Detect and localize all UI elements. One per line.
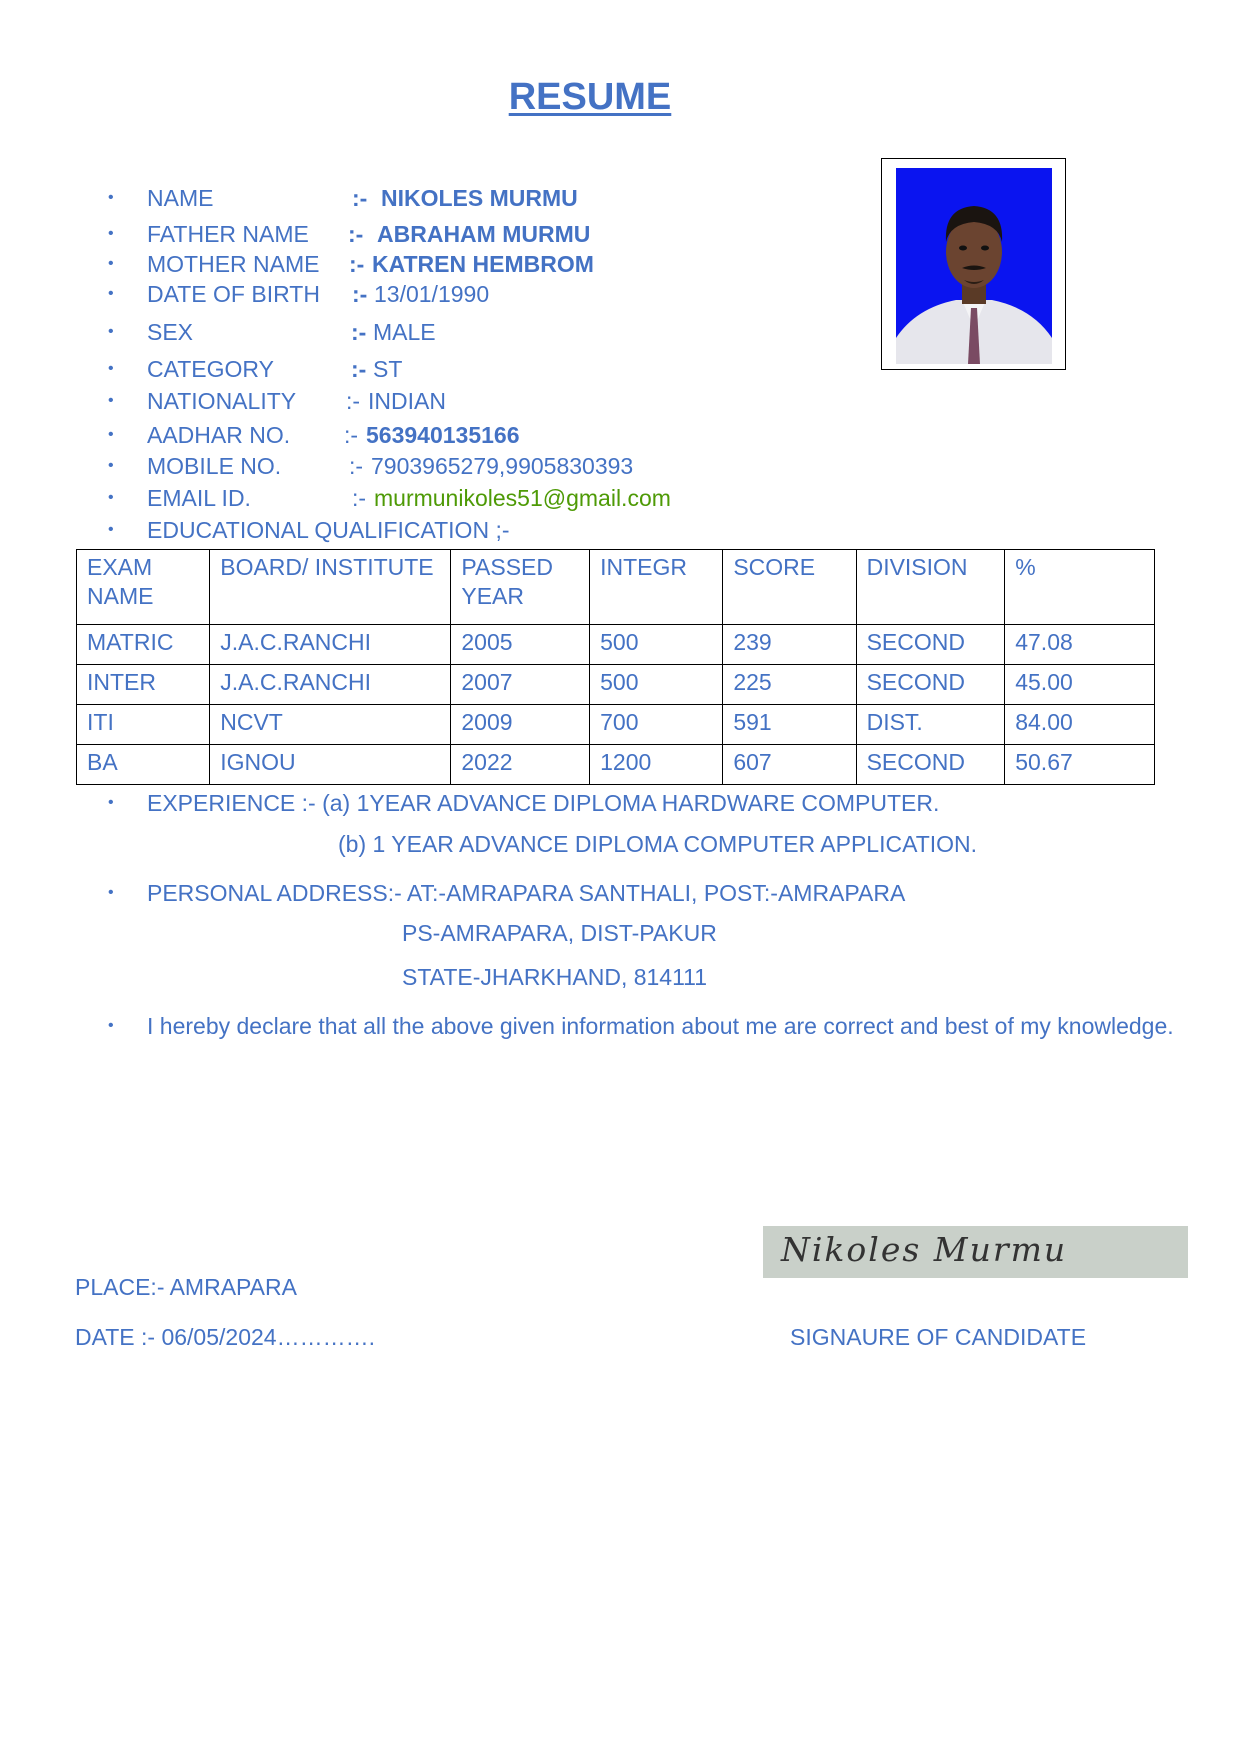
column-header: PASSED YEAR bbox=[451, 550, 590, 625]
bullet-dot-icon: • bbox=[108, 457, 114, 474]
candidate-photo-image bbox=[896, 168, 1052, 364]
page-title: RESUME bbox=[508, 76, 672, 118]
table-cell: BA bbox=[77, 745, 210, 785]
table-cell: 1200 bbox=[590, 745, 723, 785]
table-cell: NCVT bbox=[210, 705, 451, 745]
mobile-value: 7903965279,9905830393 bbox=[371, 453, 634, 479]
bullet-dot-icon: • bbox=[108, 360, 114, 377]
table-cell: IGNOU bbox=[210, 745, 451, 785]
signature-caption: SIGNAURE OF CANDIDATE bbox=[790, 1324, 1087, 1350]
aadhar-separator: :- bbox=[344, 422, 359, 448]
dob-value: 13/01/1990 bbox=[374, 281, 490, 307]
email-value[interactable]: murmunikoles51@gmail.com bbox=[374, 485, 671, 511]
bullet-dot-icon: • bbox=[108, 225, 114, 242]
table-cell: 500 bbox=[590, 625, 723, 665]
bullet-dot-icon: • bbox=[108, 884, 114, 901]
dob-separator: :- bbox=[352, 281, 368, 307]
bullet-dot-icon: • bbox=[108, 426, 114, 443]
table-cell: 2005 bbox=[451, 625, 590, 665]
table-cell: 84.00 bbox=[1005, 705, 1155, 745]
table-cell: 50.67 bbox=[1005, 745, 1155, 785]
address-line-3: STATE-JHARKHAND, 814111 bbox=[402, 964, 708, 990]
mobile-separator: :- bbox=[349, 453, 364, 479]
mother-name-value: KATREN HEMBROM bbox=[372, 251, 594, 277]
table-cell: 2007 bbox=[451, 665, 590, 705]
bullet-dot-icon: • bbox=[108, 794, 114, 811]
table-row bbox=[77, 705, 1155, 745]
father-name-separator: :- bbox=[348, 221, 364, 247]
mother-name-separator: :- bbox=[349, 251, 365, 277]
aadhar-label: AADHAR NO. bbox=[147, 422, 291, 448]
sex-value: MALE bbox=[373, 319, 436, 345]
address-line-1: PERSONAL ADDRESS:- AT:-AMRAPARA SANTHALI, POST:-AMRAPARA bbox=[147, 880, 906, 906]
bullet-dot-icon: • bbox=[108, 285, 114, 302]
sex-separator: :- bbox=[351, 319, 367, 345]
table-row bbox=[77, 745, 1155, 785]
table-cell: ITI bbox=[77, 705, 210, 745]
bullet-dot-icon: • bbox=[108, 323, 114, 340]
aadhar-value: 563940135166 bbox=[366, 422, 520, 448]
bullet-dot-icon: • bbox=[108, 489, 114, 506]
nationality-separator: :- bbox=[346, 388, 361, 414]
table-cell: INTER bbox=[77, 665, 210, 705]
experience-line-a: EXPERIENCE :- (a) 1YEAR ADVANCE DIPLOMA HARDWARE COMPUTER. bbox=[147, 790, 940, 816]
name-value: NIKOLES MURMU bbox=[381, 185, 578, 211]
table-cell: SECOND bbox=[856, 625, 1005, 665]
table-cell: 45.00 bbox=[1005, 665, 1155, 705]
table-cell: 2022 bbox=[451, 745, 590, 785]
place-text: PLACE:- AMRAPARA bbox=[75, 1274, 297, 1300]
column-header: EXAM NAME bbox=[77, 550, 210, 625]
table-row bbox=[77, 625, 1155, 665]
table-cell: DIST. bbox=[856, 705, 1005, 745]
table-row bbox=[77, 665, 1155, 705]
table-cell: 607 bbox=[723, 745, 856, 785]
bullet-dot-icon: • bbox=[108, 392, 114, 409]
table-cell: 2009 bbox=[451, 705, 590, 745]
table-cell: 225 bbox=[723, 665, 856, 705]
experience-line-b: (b) 1 YEAR ADVANCE DIPLOMA COMPUTER APPLICATION. bbox=[338, 831, 978, 857]
sex-label: SEX bbox=[147, 319, 194, 345]
category-label: CATEGORY bbox=[147, 356, 274, 382]
education-table bbox=[76, 549, 1155, 785]
dob-label: DATE OF BIRTH bbox=[147, 281, 320, 307]
table-cell: J.A.C.RANCHI bbox=[210, 625, 451, 665]
category-value: ST bbox=[373, 356, 403, 382]
name-label: NAME bbox=[147, 185, 214, 211]
table-cell: 47.08 bbox=[1005, 625, 1155, 665]
date-text: DATE :- 06/05/2024…………. bbox=[75, 1324, 375, 1350]
bullet-dot-icon: • bbox=[108, 189, 114, 206]
table-cell: MATRIC bbox=[77, 625, 210, 665]
mother-name-label: MOTHER NAME bbox=[147, 251, 320, 277]
signature-image bbox=[763, 1226, 1188, 1278]
column-header: INTEGR bbox=[590, 550, 723, 625]
signature-script: Nikoles Murmu bbox=[781, 1230, 1068, 1269]
mobile-label: MOBILE NO. bbox=[147, 453, 282, 479]
column-header: SCORE bbox=[723, 550, 856, 625]
table-cell: 239 bbox=[723, 625, 856, 665]
name-separator: :- bbox=[352, 185, 368, 211]
table-cell: 591 bbox=[723, 705, 856, 745]
table-cell: 500 bbox=[590, 665, 723, 705]
father-name-value: ABRAHAM MURMU bbox=[377, 221, 591, 247]
address-line-2: PS-AMRAPARA, DIST-PAKUR bbox=[402, 920, 717, 946]
column-header: BOARD/ INSTITUTE bbox=[210, 550, 451, 625]
bullet-dot-icon: • bbox=[108, 255, 114, 272]
nationality-label: NATIONALITY bbox=[147, 388, 297, 414]
email-separator: :- bbox=[352, 485, 367, 511]
email-label: EMAIL ID. bbox=[147, 485, 251, 511]
table-cell: J.A.C.RANCHI bbox=[210, 665, 451, 705]
column-header: DIVISION bbox=[856, 550, 1005, 625]
candidate-photo bbox=[881, 158, 1066, 370]
education-heading: EDUCATIONAL QUALIFICATION ;- bbox=[147, 517, 510, 543]
column-header: % bbox=[1005, 550, 1155, 625]
father-name-label: FATHER NAME bbox=[147, 221, 309, 247]
nationality-value: INDIAN bbox=[368, 388, 446, 414]
category-separator: :- bbox=[351, 356, 367, 382]
table-cell: SECOND bbox=[856, 745, 1005, 785]
bullet-dot-icon: • bbox=[108, 1017, 114, 1034]
table-cell: 700 bbox=[590, 705, 723, 745]
bullet-dot-icon: • bbox=[108, 521, 114, 538]
table-cell: SECOND bbox=[856, 665, 1005, 705]
table-header-row bbox=[77, 550, 1155, 625]
declaration-text: I hereby declare that all the above given information about me are correct and best of my knowledge. bbox=[147, 1013, 1174, 1039]
